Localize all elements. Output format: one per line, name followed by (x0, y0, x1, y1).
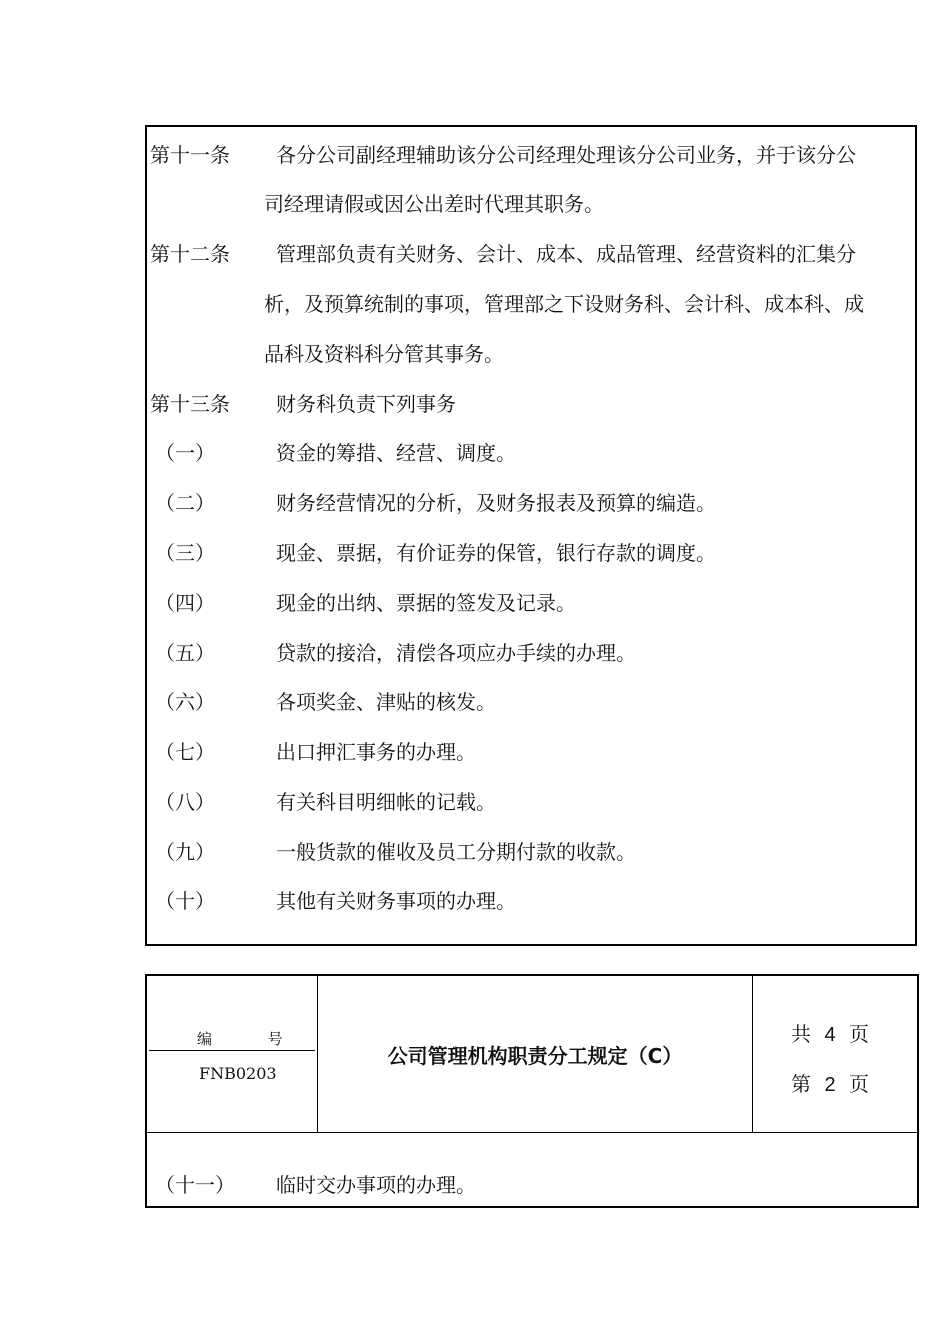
code-label (197, 1028, 285, 1049)
list-item: 其他有关财务事项的办理。 (276, 889, 516, 913)
list-item-label: （四） (155, 591, 215, 615)
column-divider (752, 976, 753, 1133)
list-item: 出口押汇事务的办理。 (276, 740, 476, 764)
list-item: 现金的出纳、票据的签发及记录。 (276, 591, 576, 615)
current-suffix: 页 (849, 1072, 869, 1096)
article-text: 财务科负责下列事务 (276, 392, 456, 416)
total-pages (791, 1018, 869, 1047)
article-text: 各分公司副经理辅助该分公司经理处理该分公司业务，并于该分公 (276, 143, 856, 167)
column-divider (317, 976, 318, 1133)
document-title: 公司管理机构职责分工规定（C） (387, 1044, 683, 1068)
current-page (791, 1068, 869, 1097)
article-text: 司经理请假或因公出差时代理其职务。 (264, 192, 604, 216)
code-label-char: 号 (267, 1030, 285, 1048)
document-code: FNB0203 (199, 1064, 277, 1083)
list-item-label: （一） (155, 441, 215, 465)
list-item: 资金的筹措、经营、调度。 (276, 441, 516, 465)
list-item-label: （二） (155, 491, 215, 515)
list-item: 有关科目明细帐的记载。 (276, 790, 496, 814)
list-item: 临时交办事项的办理。 (276, 1173, 476, 1197)
code-label-char: 编 (197, 1030, 215, 1048)
header-row (147, 976, 917, 1133)
article-label: 第十二条 (150, 242, 230, 266)
code-divider (149, 1050, 315, 1051)
list-item-label: （七） (155, 740, 215, 764)
list-item-label: （十） (155, 889, 215, 913)
article-text: 管理部负责有关财务、会计、成本、成品管理、经营资料的汇集分 (276, 242, 856, 266)
document-header-box (145, 974, 919, 1208)
current-page-number: 2 (824, 1074, 836, 1096)
article-content-box (145, 125, 917, 946)
total-prefix: 共 (791, 1022, 811, 1046)
list-item: 一般货款的催收及员工分期付款的收款。 (276, 840, 636, 864)
list-item-label: （五） (155, 641, 215, 665)
current-prefix: 第 (791, 1072, 811, 1096)
article-label: 第十一条 (150, 143, 230, 167)
list-item: 现金、票据，有价证券的保管，银行存款的调度。 (276, 541, 716, 565)
article-text: 品科及资料科分管其事务。 (264, 342, 504, 366)
list-item-label: （十一） (155, 1173, 235, 1197)
list-item-label: （九） (155, 840, 215, 864)
list-item: 贷款的接洽，清偿各项应办手续的办理。 (276, 641, 636, 665)
list-item: 各项奖金、津贴的核发。 (276, 690, 496, 714)
list-item: 财务经营情况的分析，及财务报表及预算的编造。 (276, 491, 716, 515)
list-item-label: （三） (155, 541, 215, 565)
total-suffix: 页 (849, 1022, 869, 1046)
list-item-label: （八） (155, 790, 215, 814)
list-item-label: （六） (155, 690, 215, 714)
article-label: 第十三条 (150, 392, 230, 416)
total-pages-number: 4 (824, 1024, 836, 1046)
article-text: 析，及预算统制的事项，管理部之下设财务科、会计科、成本科、成 (264, 292, 864, 316)
